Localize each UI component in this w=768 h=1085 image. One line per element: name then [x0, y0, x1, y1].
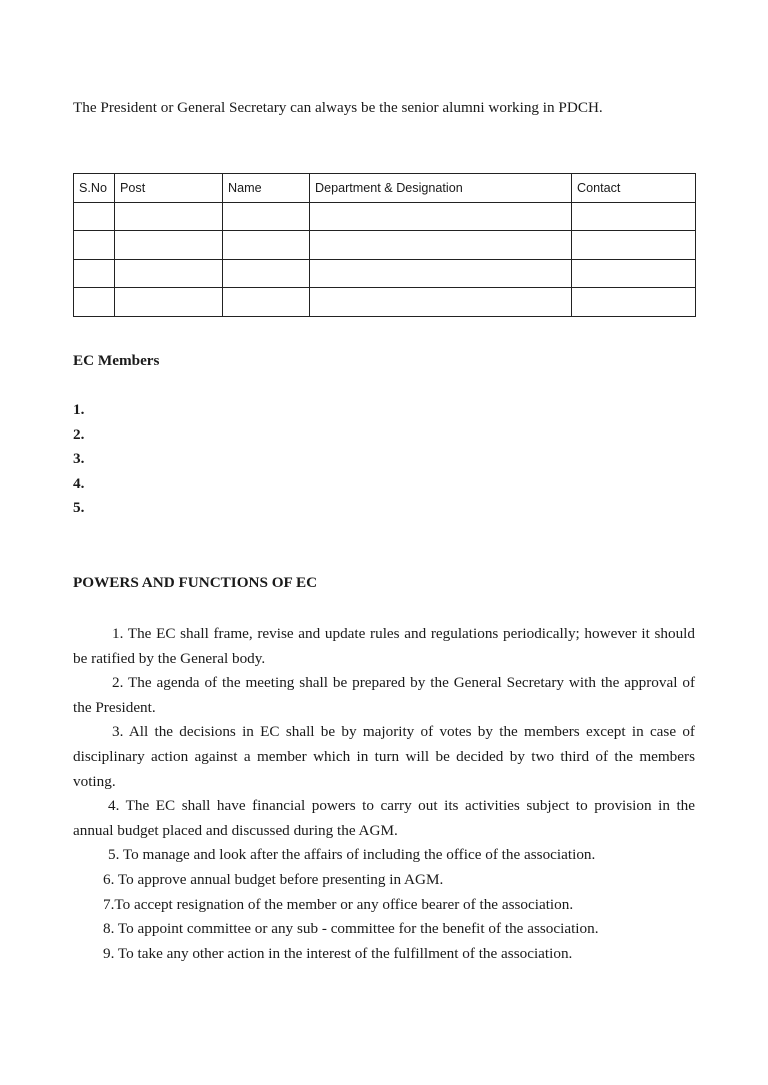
table-row [74, 202, 696, 231]
list-item: 2. [73, 425, 85, 443]
intro-paragraph: The President or General Secretary can always be the senior alumni working in PDCH. [73, 99, 603, 116]
power-item: 9. To take any other action in the interest of the fulfillment of the association. [103, 944, 573, 962]
power-item: 2. The agenda of the meeting shall be prepared by the General Secretary with the approval of the President. [73, 674, 695, 716]
table-cell [74, 259, 115, 288]
ec-members-heading: EC Members [73, 352, 160, 369]
power-item: 8. To appoint committee or any sub - committee for the benefit of the association. [103, 920, 599, 938]
ec-members-list [73, 400, 84, 523]
office-bearers-table [73, 173, 696, 317]
power-item: 7.To accept resignation of the member or any office bearer of the association. [103, 895, 574, 913]
table-cell [310, 259, 572, 288]
powers-heading: POWERS AND FUNCTIONS OF EC [73, 574, 318, 591]
powers-list [73, 622, 695, 966]
table-cell [115, 202, 223, 231]
table-cell [223, 259, 310, 288]
power-item: 1. The EC shall frame, revise and update rules and regulations periodically; however it should be ratified by the General body. [73, 625, 695, 667]
table-cell [74, 288, 115, 317]
column-header-contact: Contact [572, 174, 696, 203]
table-cell [74, 202, 115, 231]
power-item: 5. To manage and look after the affairs of including the office of the association. [108, 846, 596, 864]
table-row [74, 259, 696, 288]
power-item: 3. All the decisions in EC shall be by majority of votes by the members except in case of disciplinary action against a member which in turn will be decided by two third of the members voting. [73, 723, 695, 790]
table-row [74, 288, 696, 317]
table-header-row [74, 174, 696, 203]
table-cell [310, 288, 572, 317]
table-cell [572, 202, 696, 231]
column-header-name: Name [223, 174, 310, 203]
column-header-post: Post [115, 174, 223, 203]
column-header-sno: S.No [74, 174, 115, 203]
table-cell [115, 259, 223, 288]
table-cell [223, 202, 310, 231]
table-cell [572, 231, 696, 260]
table-cell [115, 288, 223, 317]
table-cell [223, 288, 310, 317]
power-item: 4. The EC shall have financial powers to carry out its activities subject to provision in the annual budget placed and discussed during the AGM. [73, 797, 695, 839]
table-cell [223, 231, 310, 260]
list-item: 4. [73, 474, 85, 492]
table-cell [115, 231, 223, 260]
list-item: 1. [73, 401, 85, 418]
table-cell [74, 231, 115, 260]
power-item: 6. To approve annual budget before presenting in AGM. [103, 870, 444, 888]
table-cell [572, 259, 696, 288]
column-header-department: Department & Designation [310, 174, 572, 203]
table-row [74, 231, 696, 260]
list-item: 3. [73, 450, 85, 468]
table-cell [310, 202, 572, 231]
list-item: 5. [73, 499, 85, 517]
table-cell [310, 231, 572, 260]
table-cell [572, 288, 696, 317]
